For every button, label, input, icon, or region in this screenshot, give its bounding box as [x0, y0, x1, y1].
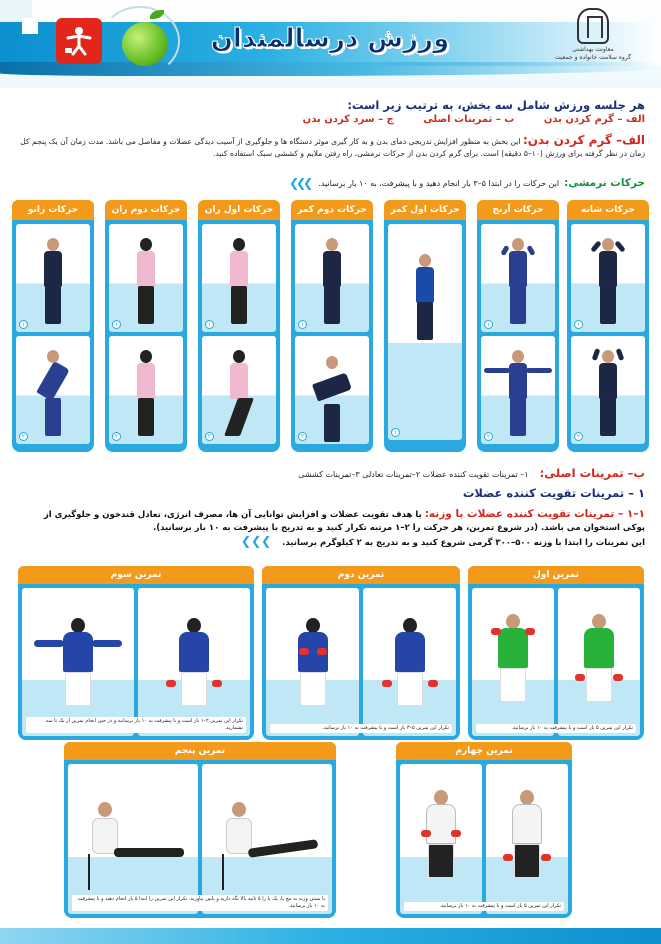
exercise-photo — [363, 588, 456, 736]
apple-icon — [122, 22, 168, 66]
exercise-photo — [16, 336, 90, 444]
panel-caption: تکرار این تمرین ۵ بار است و با پیشرفت به ۱۰ بار برسانید. — [404, 902, 564, 911]
exercise-photo — [481, 336, 555, 444]
intro-heading: هر جلسه ورزش شامل سه بخش، به ترتیب زیر است: — [347, 98, 645, 112]
column-hip-2 — [105, 200, 187, 452]
header — [0, 0, 661, 88]
exercise-photo — [202, 224, 276, 332]
step-number: ۲ — [484, 432, 493, 441]
exercise-photo — [388, 224, 462, 440]
step-number: ۲ — [298, 432, 307, 441]
column-label: حرکات دوم کمر — [291, 200, 373, 220]
intro-parts — [15, 114, 645, 125]
exercise-photo — [400, 764, 482, 914]
main-title: ب– تمرینات اصلی: — [539, 466, 645, 480]
column-elbow — [477, 200, 559, 452]
footer-bar — [0, 928, 661, 944]
step-number: ۱ — [19, 320, 28, 329]
column-knee — [12, 200, 94, 452]
weights-line1: با هدف تقویت عضلات و افزایش توانایی آن ها، مصرف انرژی، تعادل قندخون و جلوگیری از — [43, 510, 422, 520]
soft-moves-title: حرکات نرمشی: — [564, 177, 645, 189]
ministry-logo — [543, 8, 643, 62]
exercise-photo — [16, 224, 90, 332]
panel-label: تمرین چهارم — [396, 742, 572, 760]
soft-moves — [15, 176, 645, 190]
exercise-photo — [138, 588, 250, 736]
panel-label: تمرین سوم — [18, 566, 254, 584]
decor-square — [22, 18, 38, 34]
exercise-photo — [571, 336, 645, 444]
chevrons-icon: ❯❯❯ — [289, 176, 311, 190]
exercise-columns — [12, 200, 649, 452]
exercise-photo — [22, 588, 134, 736]
panel-exercise-3 — [18, 566, 254, 740]
exercise-photo — [68, 764, 198, 914]
column-hip-1 — [198, 200, 280, 452]
step-number: ۲ — [574, 432, 583, 441]
panel-caption: با بستن وزنه به مچ پا، یک پا را ۵ ثانیه بالا نگه دارید و پایین بیاورید. تکرار این تمرین را ابتدا ۵ بار انجام دهید و با پیشرفت به ۱۰ بار برسانید. — [72, 895, 328, 911]
exercise-photo — [571, 224, 645, 332]
column-shoulder — [567, 200, 649, 452]
ministry-org: معاونت بهداشتی گروه سلامت خانواده و جمعیت — [554, 46, 631, 61]
part-a: الف – گرم کردن بدن — [543, 114, 645, 125]
panel-exercise-2 — [262, 566, 460, 740]
warmup-section — [15, 134, 645, 160]
column-label: حرکات دوم ران — [105, 200, 187, 220]
exercise-photo — [558, 588, 640, 736]
step-number: ۱ — [112, 320, 121, 329]
step-number: ۲ — [205, 432, 214, 441]
step-number: ۲ — [112, 432, 121, 441]
step-number: ۱ — [298, 320, 307, 329]
page-title: ورزش درسالمندان — [210, 24, 450, 54]
soft-moves-text: این حرکات را در ابتدا ۵–۳ بار انجام دهید و با پیشرفت، به ۱۰ بار برسانید. — [318, 178, 560, 188]
part-c: ج – سرد کردن بدن — [302, 114, 394, 125]
step-number: ۱ — [391, 428, 400, 437]
exercise-photo — [486, 764, 568, 914]
column-label: حرکات اول ران — [198, 200, 280, 220]
exercise-photo — [472, 588, 554, 736]
step-number: ۱ — [205, 320, 214, 329]
panel-exercise-1 — [468, 566, 644, 740]
intro — [15, 98, 645, 125]
exercise-photo — [202, 336, 276, 444]
weights-section — [15, 508, 645, 550]
exercise-photo — [295, 336, 369, 444]
weights-line3: این تمرینات را ابتدا با وزنه ۵۰۰–۳۰۰ گرمی شروع کنید و به تدریج به ۲ کیلوگرم برسانید. — [282, 538, 645, 548]
strength-title: ۱ – تمرینات تقویت کننده عضلات — [462, 486, 645, 500]
panel-label: تمرین پنجم — [64, 742, 336, 760]
column-waist-1 — [384, 200, 466, 452]
exercise-logo-icon — [56, 18, 102, 64]
column-label: حرکات آرنج — [477, 200, 559, 220]
step-number: ۲ — [19, 432, 28, 441]
weights-line2: پوکی استخوان می باشد. (در شروع تمرین، هر حرکت را ۲–۱ مرتبه تکرار کنید و به تدریج با پیشرفت به ۱۰ بار برسانید). — [152, 523, 645, 533]
main-list: ۱– تمرینات تقویت کننده عضلات ۲–تمرینات تعادلی ۳–تمرینات کششی — [298, 470, 529, 479]
step-number: ۱ — [574, 320, 583, 329]
panel-caption: تکرار این تمرین ۲–۱ بار است و با پیشرفت به ۱۰ بار برسانید و در حین انجام تمرین از یک تا سه بشمارید. — [26, 717, 246, 733]
exercise-photo — [109, 336, 183, 444]
panel-caption: تکرار این تمرین ۵–۳ بار است و با پیشرفت به ۱۰ بار برسانید. — [270, 724, 452, 733]
exercise-photo — [202, 764, 332, 914]
column-label: حرکات زانو — [12, 200, 94, 220]
column-label: حرکات اول کمر — [384, 200, 466, 220]
column-waist-2 — [291, 200, 373, 452]
chevrons-icon: ❯❯❯ — [241, 534, 272, 548]
panel-caption: تکرار این تمرین ۵ بار است و با پیشرفت به ۱۰ بار برسانید. — [476, 724, 636, 733]
panel-exercise-5 — [64, 742, 336, 918]
ministry-emblem-icon — [577, 8, 609, 44]
exercise-photo — [481, 224, 555, 332]
exercise-photo — [266, 588, 359, 736]
warmup-title: الف– گرم کردن بدن: — [522, 133, 645, 147]
panel-label: تمرین دوم — [262, 566, 460, 584]
panel-label: تمرین اول — [468, 566, 644, 584]
warmup-text: این بخش به منظور افزایش تدریجی دمای بدن و به کار گیری موثر دستگاه ها و جلوگیری از آسیب دیدگی عضلات و مفاصل می باشد. مدت زمان آن یک پنجم کل زمان در نظر گرفته برای ورزش (۱۰–۵ دقیقه) است. برای گرم کردن بدن از حرکات نرمشی، راه رفتن ملایم و کششی سبک استفاده کنید. — [20, 137, 645, 158]
column-label: حرکات شانه — [567, 200, 649, 220]
panel-exercise-4 — [396, 742, 572, 918]
step-number: ۱ — [484, 320, 493, 329]
main-exercises — [15, 462, 645, 481]
exercise-photo — [295, 224, 369, 332]
part-b: ب – تمرینات اصلی — [423, 114, 515, 125]
weights-title: ۱–۱ – تمرینات تقویت کننده عضلات با وزنه: — [424, 508, 645, 520]
exercise-photo — [109, 224, 183, 332]
